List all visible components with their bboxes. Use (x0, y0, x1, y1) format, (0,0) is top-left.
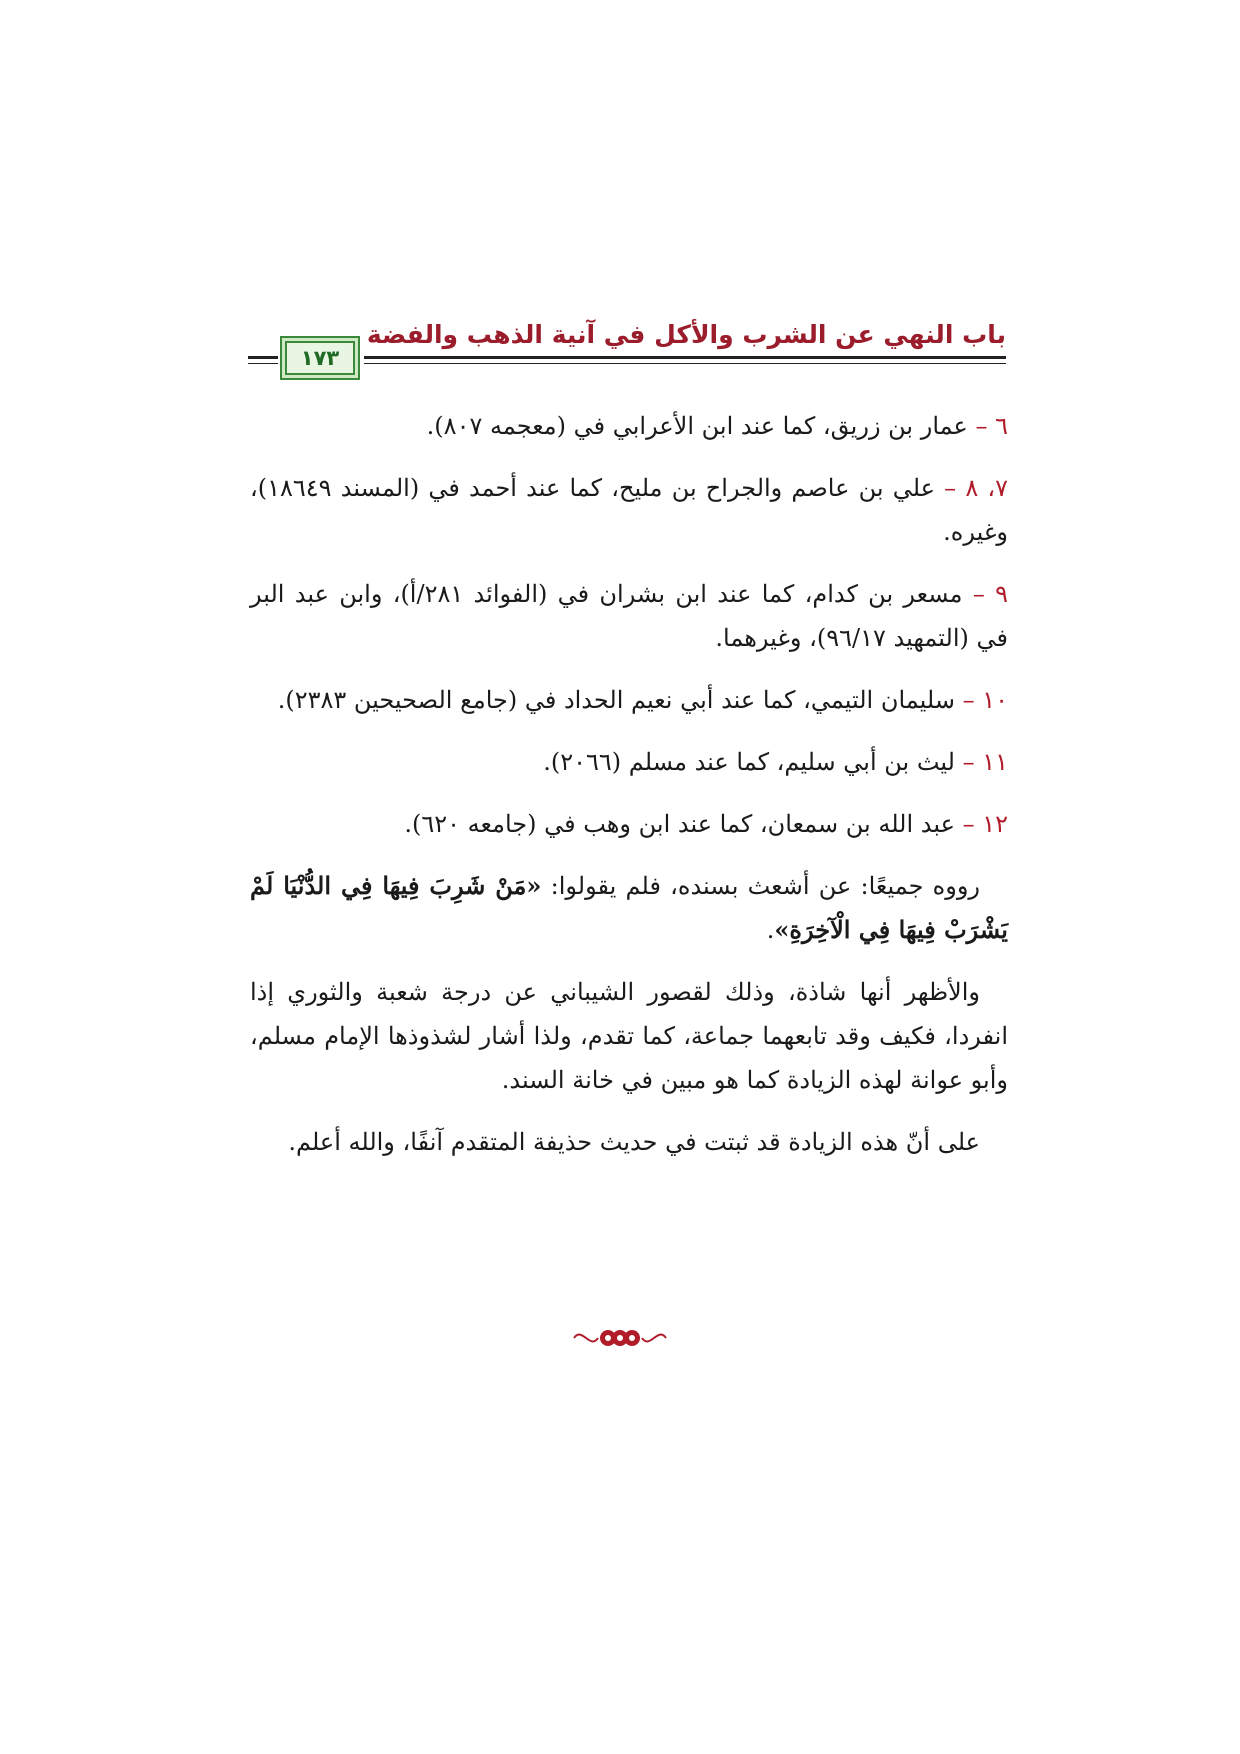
hadith-quote: «مَنْ شَرِبَ فِيهَا فِي الدُّنْيَا لَمْ يَشْرَبْ فِيهَا فِي الْآخِرَةِ» (250, 871, 1008, 944)
page-body (250, 404, 1008, 1182)
header-rule-left (248, 356, 278, 359)
header-rule-left-thin (248, 363, 278, 364)
item-text: سليمان التيمي، كما عند أبي نعيم الحداد في (جامع الصحيحين ٢٣٨٣). (277, 686, 963, 714)
list-item (250, 740, 1008, 784)
page-number-badge (280, 336, 360, 380)
list-item (250, 404, 1008, 448)
item-number: ١١ – (962, 748, 1008, 776)
page-number: ١٧٣ (300, 346, 340, 370)
item-text: عبد الله بن سمعان، كما عند ابن وهب في (جامعه ٦٢٠). (404, 810, 963, 838)
list-item (250, 466, 1008, 554)
list-item (250, 802, 1008, 846)
narration-intro: رووه جميعًا: عن أشعث بسنده، فلم يقولوا: (541, 872, 980, 900)
item-number: ٦ – (975, 412, 1008, 440)
chapter-title: باب النهي عن الشرب والأكل في آنية الذهب والفضة (366, 320, 1006, 349)
conclusion-paragraph: على أنّ هذه الزيادة قد ثبتت في حديث حذيفة المتقدم آنفًا، والله أعلم. (288, 1128, 980, 1156)
item-text: عمار بن زريق، كما عند ابن الأعرابي في (معجمه ٨٠٧). (426, 412, 976, 440)
item-number: ١٢ – (962, 810, 1008, 838)
item-text: علي بن عاصم والجراح بن مليح، كما عند أحمد في (المسند ١٨٦٤٩)، وغيره. (250, 474, 1008, 546)
analysis-paragraph: والأظهر أنها شاذة، وذلك لقصور الشيباني عن درجة شعبة والثوري إذا انفردا، فكيف وقد تابعهما جماعة، كما تقدم، ولذا أشار لشذوذها الإمام مسلم، وأبو عوانة لهذه الزيادة كما هو مبين في خانة السند. (250, 978, 1008, 1094)
header-rule (364, 356, 1006, 359)
item-number: ٩ – (972, 580, 1008, 608)
narration-end: . (766, 916, 775, 944)
item-number: ١٠ – (962, 686, 1008, 714)
item-number: ٧، ٨ – (944, 474, 1009, 502)
list-item (250, 572, 1008, 660)
item-text: ليث بن أبي سليم، كما عند مسلم (٢٠٦٦). (543, 748, 963, 776)
list-item (250, 678, 1008, 722)
floral-divider-icon (570, 1318, 670, 1358)
header-rule-thin (364, 363, 1006, 364)
item-text: مسعر بن كدام، كما عند ابن بشران في (الفوائد ٢٨١/أ)، وابن عبد البر في (التمهيد ٩٦/١٧)، وغيرهما. (250, 580, 1008, 652)
narration-paragraph (250, 864, 1008, 952)
page-header (248, 312, 1006, 384)
